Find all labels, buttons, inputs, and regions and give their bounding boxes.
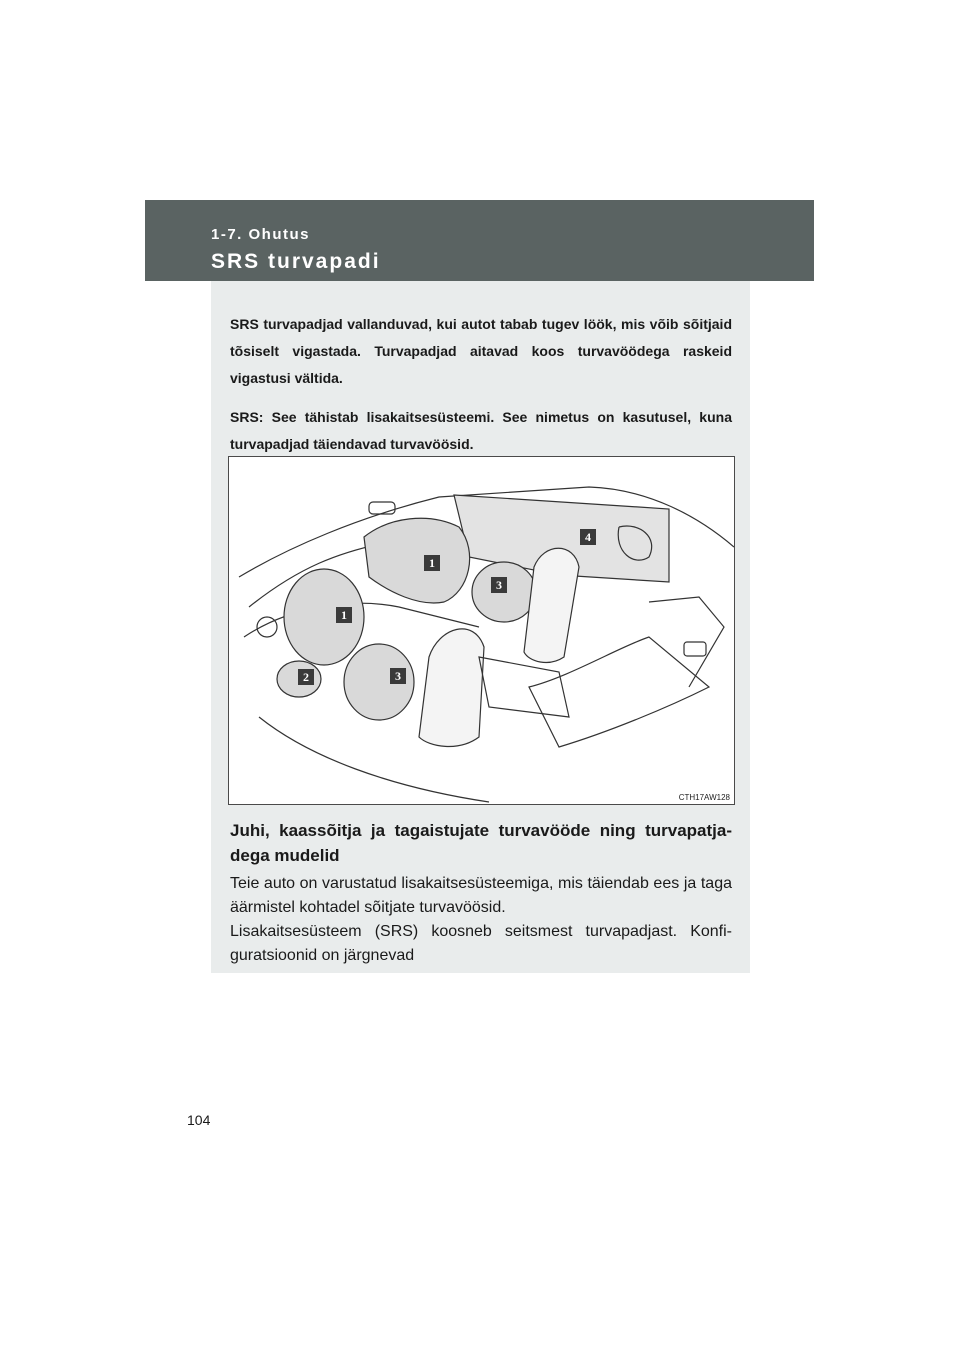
callout-2: 2 xyxy=(298,669,314,685)
page-title: SRS turvapadi xyxy=(211,250,381,273)
callout-4: 4 xyxy=(580,529,596,545)
driver-seat-shape xyxy=(419,629,484,747)
section-heading: Juhi, kaassõitja ja tagaistujate turvavööde ning turvapatja-dega mudelid xyxy=(230,821,732,865)
callout-3: 3 xyxy=(491,577,507,593)
content-box xyxy=(211,281,750,973)
figure-code: CTH17AW128 xyxy=(678,793,730,802)
body-paragraph: Lisakaitsesüsteem (SRS) koosneb seitsmest turvapadjast. Konfi-guratsioonid on järgnevad xyxy=(230,923,732,964)
page-number: 104 xyxy=(187,1112,211,1128)
car-interior-drawing xyxy=(229,457,734,804)
driver-airbag-shape xyxy=(284,569,364,665)
door-handle-shape xyxy=(684,642,706,656)
section-label: 1-7. Ohutus xyxy=(211,226,311,243)
callout-3: 3 xyxy=(390,668,406,684)
intro-text xyxy=(230,311,732,470)
callout-1: 1 xyxy=(424,555,440,571)
callout-1: 1 xyxy=(336,607,352,623)
section-body xyxy=(230,872,732,968)
passenger-airbag-shape xyxy=(364,518,470,603)
console-shape xyxy=(479,657,569,717)
chapter-header xyxy=(145,200,814,281)
intro-paragraph: SRS turvapadjad vallanduvad, kui autot tabab tugev löök, mis võib sõitjaid tõsiselt vigastada. Turvapadjad aitavad koos turvavöödega raskeid vigastusi vältida. xyxy=(230,316,732,386)
mirror-shape xyxy=(369,502,395,514)
intro-paragraph: SRS: See tähistab lisakaitsesüsteemi. See nimetus on kasutusel, kuna turvapadjad täiendavad turvavöösid. xyxy=(230,409,732,452)
body-paragraph: Teie auto on varustatud lisakaitsesüsteemiga, mis täiendab ees ja taga äärmistel kohtadel sõitjate turvavöösid. xyxy=(230,875,732,916)
airbag-illustration xyxy=(228,456,735,805)
